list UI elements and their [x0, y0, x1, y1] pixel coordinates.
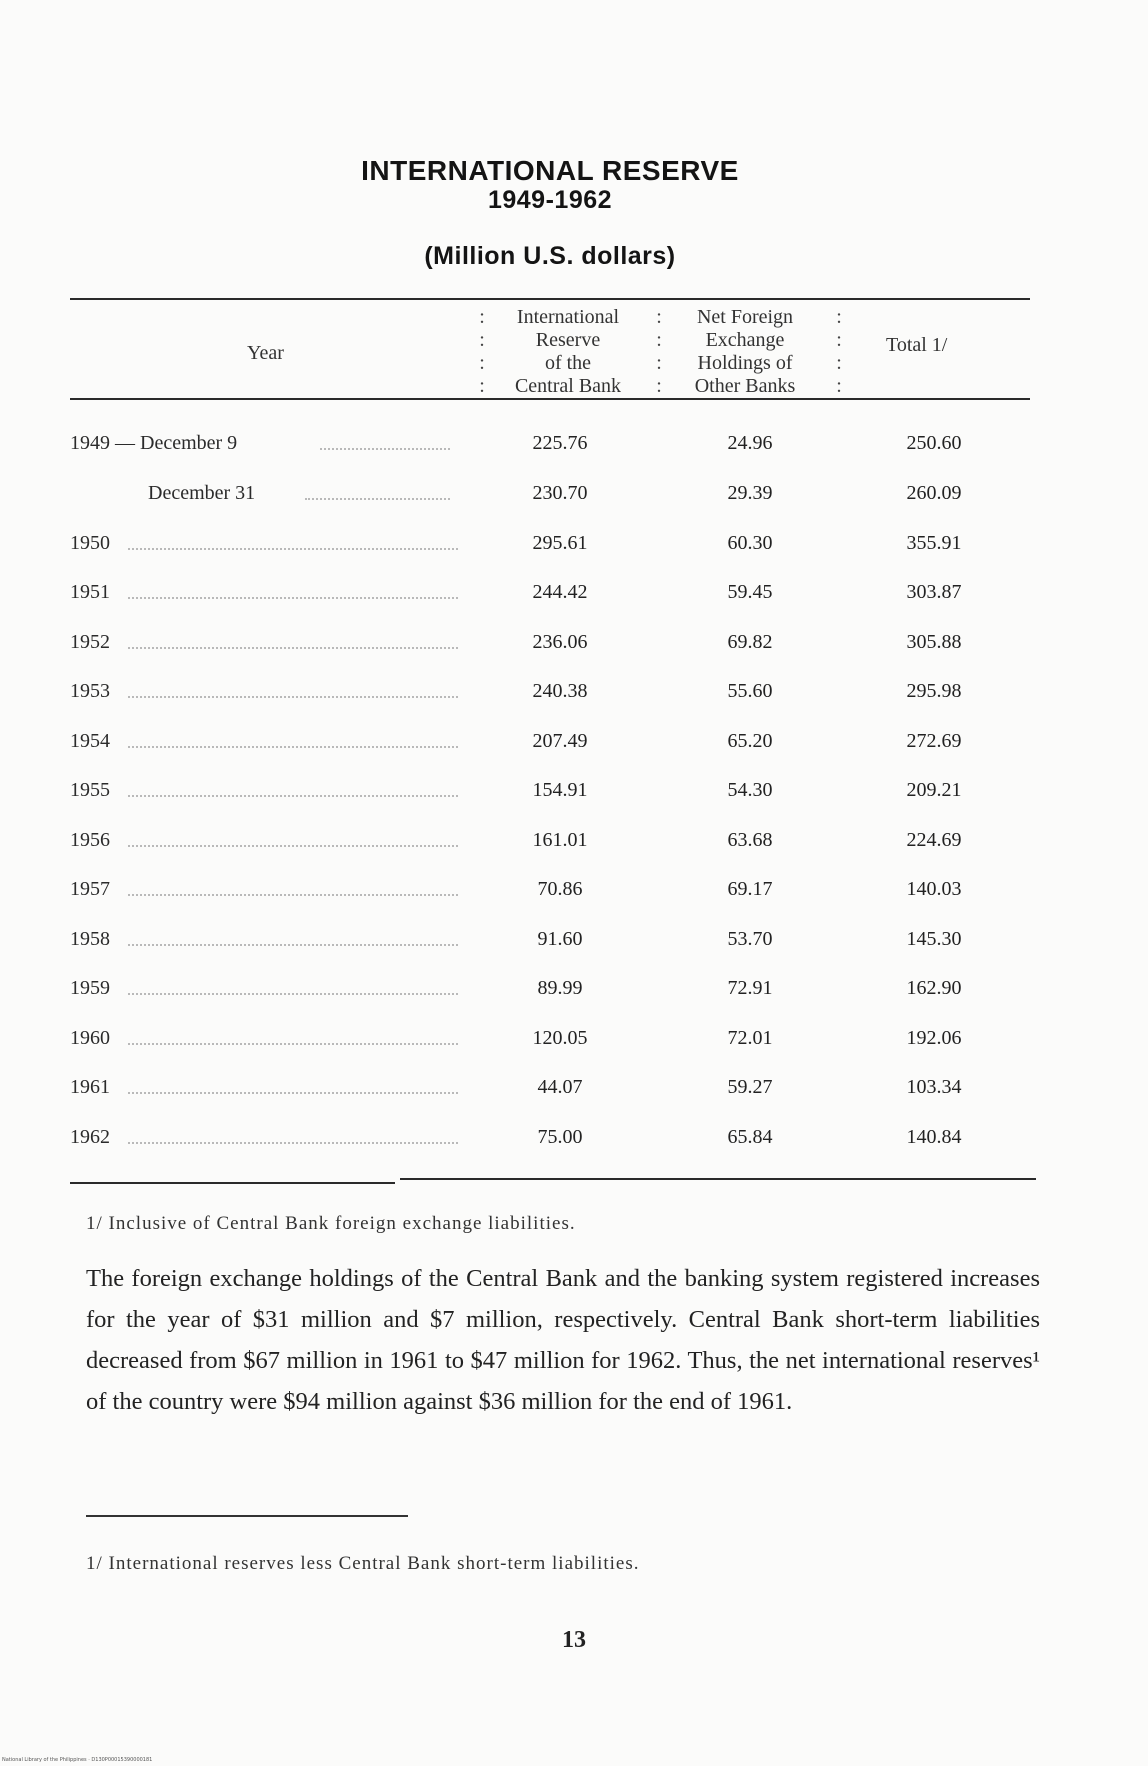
row-total-value: 192.06 — [906, 1027, 962, 1049]
header-col1-line3: of the — [544, 352, 592, 374]
table-row — [0, 977, 1148, 1007]
row-central-bank-value: 44.07 — [537, 1076, 583, 1098]
header-col2-line1: Net Foreign — [696, 306, 794, 328]
row-other-banks-value: 53.70 — [727, 928, 773, 950]
table-bottom-rule-right — [400, 1178, 1036, 1180]
header-international-reserve — [488, 306, 648, 398]
row-year: 1956 — [70, 829, 110, 851]
row-central-bank-value: 75.00 — [537, 1126, 583, 1148]
table-row — [0, 779, 1148, 809]
dot-leader — [128, 993, 458, 995]
table-row — [0, 432, 1148, 462]
row-other-banks-value: 72.91 — [727, 977, 773, 999]
row-other-banks-value: 65.84 — [727, 1126, 773, 1148]
dot-leader — [128, 597, 458, 599]
dot-leader — [320, 448, 450, 450]
row-central-bank-value: 240.38 — [532, 680, 588, 702]
row-total-value: 295.98 — [906, 680, 962, 702]
dot-leader — [128, 845, 458, 847]
dot-leader — [128, 647, 458, 649]
row-total-value: 140.84 — [906, 1126, 962, 1148]
row-total-value: 224.69 — [906, 829, 962, 851]
dot-leader — [128, 696, 458, 698]
row-central-bank-value: 295.61 — [532, 532, 588, 554]
dot-leader — [128, 795, 458, 797]
row-year: 1955 — [70, 779, 110, 801]
row-year: 1958 — [70, 928, 110, 950]
row-year: 1960 — [70, 1027, 110, 1049]
row-central-bank-value: 91.60 — [537, 928, 583, 950]
row-total-value: 305.88 — [906, 631, 962, 653]
row-other-banks-value: 29.39 — [727, 482, 773, 504]
row-year: 1961 — [70, 1076, 110, 1098]
header-col2-line2: Exchange — [705, 329, 785, 351]
header-total: Total 1/ — [886, 334, 948, 356]
document-unit: (Million U.S. dollars) — [424, 242, 676, 270]
row-other-banks-value: 72.01 — [727, 1027, 773, 1049]
dot-leader — [128, 1092, 458, 1094]
header-colons-3: : : : : — [836, 306, 842, 397]
row-central-bank-value: 89.99 — [537, 977, 583, 999]
row-other-banks-value: 59.45 — [727, 581, 773, 603]
header-year: Year — [247, 342, 284, 364]
table-row — [0, 1126, 1148, 1156]
table-row — [0, 928, 1148, 958]
row-other-banks-value: 60.30 — [727, 532, 773, 554]
table-row — [0, 829, 1148, 859]
header-col1-line4: Central Bank — [514, 375, 622, 397]
table-row — [0, 581, 1148, 611]
row-other-banks-value: 69.17 — [727, 878, 773, 900]
header-col1-line1: International — [516, 306, 620, 328]
row-total-value: 260.09 — [906, 482, 962, 504]
header-col1-line2: Reserve — [535, 329, 601, 351]
scan-caption: National Library of the Philippines · D130P00015390000181 — [2, 1757, 153, 1763]
table-row — [0, 730, 1148, 760]
table-row — [0, 1076, 1148, 1106]
dot-leader — [128, 1142, 458, 1144]
row-other-banks-value: 65.20 — [727, 730, 773, 752]
row-year: 1954 — [70, 730, 110, 752]
row-year: 1957 — [70, 878, 110, 900]
header-net-foreign-exchange — [665, 306, 825, 398]
row-total-value: 303.87 — [906, 581, 962, 603]
row-other-banks-value: 63.68 — [727, 829, 773, 851]
row-year: 1950 — [70, 532, 110, 554]
row-year: 1959 — [70, 977, 110, 999]
row-other-banks-value: 69.82 — [727, 631, 773, 653]
row-central-bank-value: 120.05 — [532, 1027, 588, 1049]
row-year: December 31 — [148, 482, 256, 504]
row-central-bank-value: 236.06 — [532, 631, 588, 653]
row-other-banks-value: 54.30 — [727, 779, 773, 801]
row-year: 1951 — [70, 581, 110, 603]
header-col2-line4: Other Banks — [694, 375, 796, 397]
table-row — [0, 1027, 1148, 1057]
body-paragraph: The foreign exchange holdings of the Central Bank and the banking system registered increases for the year of $31 million and $7 million, respectively. Central Bank short-term liabilities decreased from $67 million in 1961 to $47 million for 1962. Thus, the net international reserves¹ of the country were $94 million against $36 million for the end of 1961. — [86, 1265, 1040, 1415]
page-footnote: 1/ International reserves less Central Bank short-term liabilities. — [86, 1553, 640, 1574]
row-central-bank-value: 207.49 — [532, 730, 588, 752]
row-central-bank-value: 225.76 — [532, 432, 588, 454]
row-year: 1949 — December 9 — [70, 432, 238, 454]
row-total-value: 209.21 — [906, 779, 962, 801]
table-row — [0, 680, 1148, 710]
dot-leader — [128, 894, 458, 896]
dot-leader — [128, 944, 458, 946]
row-central-bank-value: 230.70 — [532, 482, 588, 504]
document-title: INTERNATIONAL RESERVE — [361, 155, 739, 186]
row-central-bank-value: 161.01 — [532, 829, 588, 851]
footnote-separator — [86, 1515, 408, 1517]
row-total-value: 103.34 — [906, 1076, 962, 1098]
document-years: 1949-1962 — [487, 186, 613, 214]
row-total-value: 140.03 — [906, 878, 962, 900]
dot-leader — [305, 498, 450, 500]
table-row — [0, 878, 1148, 908]
header-bottom-rule — [70, 398, 1030, 400]
row-central-bank-value: 70.86 — [537, 878, 583, 900]
row-year: 1953 — [70, 680, 110, 702]
table-top-rule — [70, 298, 1030, 300]
table-bottom-rule-left — [70, 1182, 395, 1184]
header-colons-1: : : : : — [479, 306, 485, 397]
dot-leader — [128, 746, 458, 748]
row-year: 1962 — [70, 1126, 110, 1148]
row-other-banks-value: 59.27 — [727, 1076, 773, 1098]
row-total-value: 145.30 — [906, 928, 962, 950]
row-central-bank-value: 154.91 — [532, 779, 588, 801]
header-colons-2: : : : : — [656, 306, 662, 397]
table-footnote: 1/ Inclusive of Central Bank foreign exchange liabilities. — [86, 1213, 576, 1234]
table-row — [0, 482, 1148, 512]
row-total-value: 355.91 — [906, 532, 962, 554]
row-total-value: 250.60 — [906, 432, 962, 454]
table-row — [0, 532, 1148, 562]
row-total-value: 162.90 — [906, 977, 962, 999]
page-number: 13 — [562, 1627, 586, 1653]
row-central-bank-value: 244.42 — [532, 581, 588, 603]
row-total-value: 272.69 — [906, 730, 962, 752]
row-other-banks-value: 55.60 — [727, 680, 773, 702]
row-other-banks-value: 24.96 — [727, 432, 773, 454]
dot-leader — [128, 1043, 458, 1045]
header-col2-line3: Holdings of — [697, 352, 793, 374]
dot-leader — [128, 548, 458, 550]
row-year: 1952 — [70, 631, 110, 653]
table-row — [0, 631, 1148, 661]
